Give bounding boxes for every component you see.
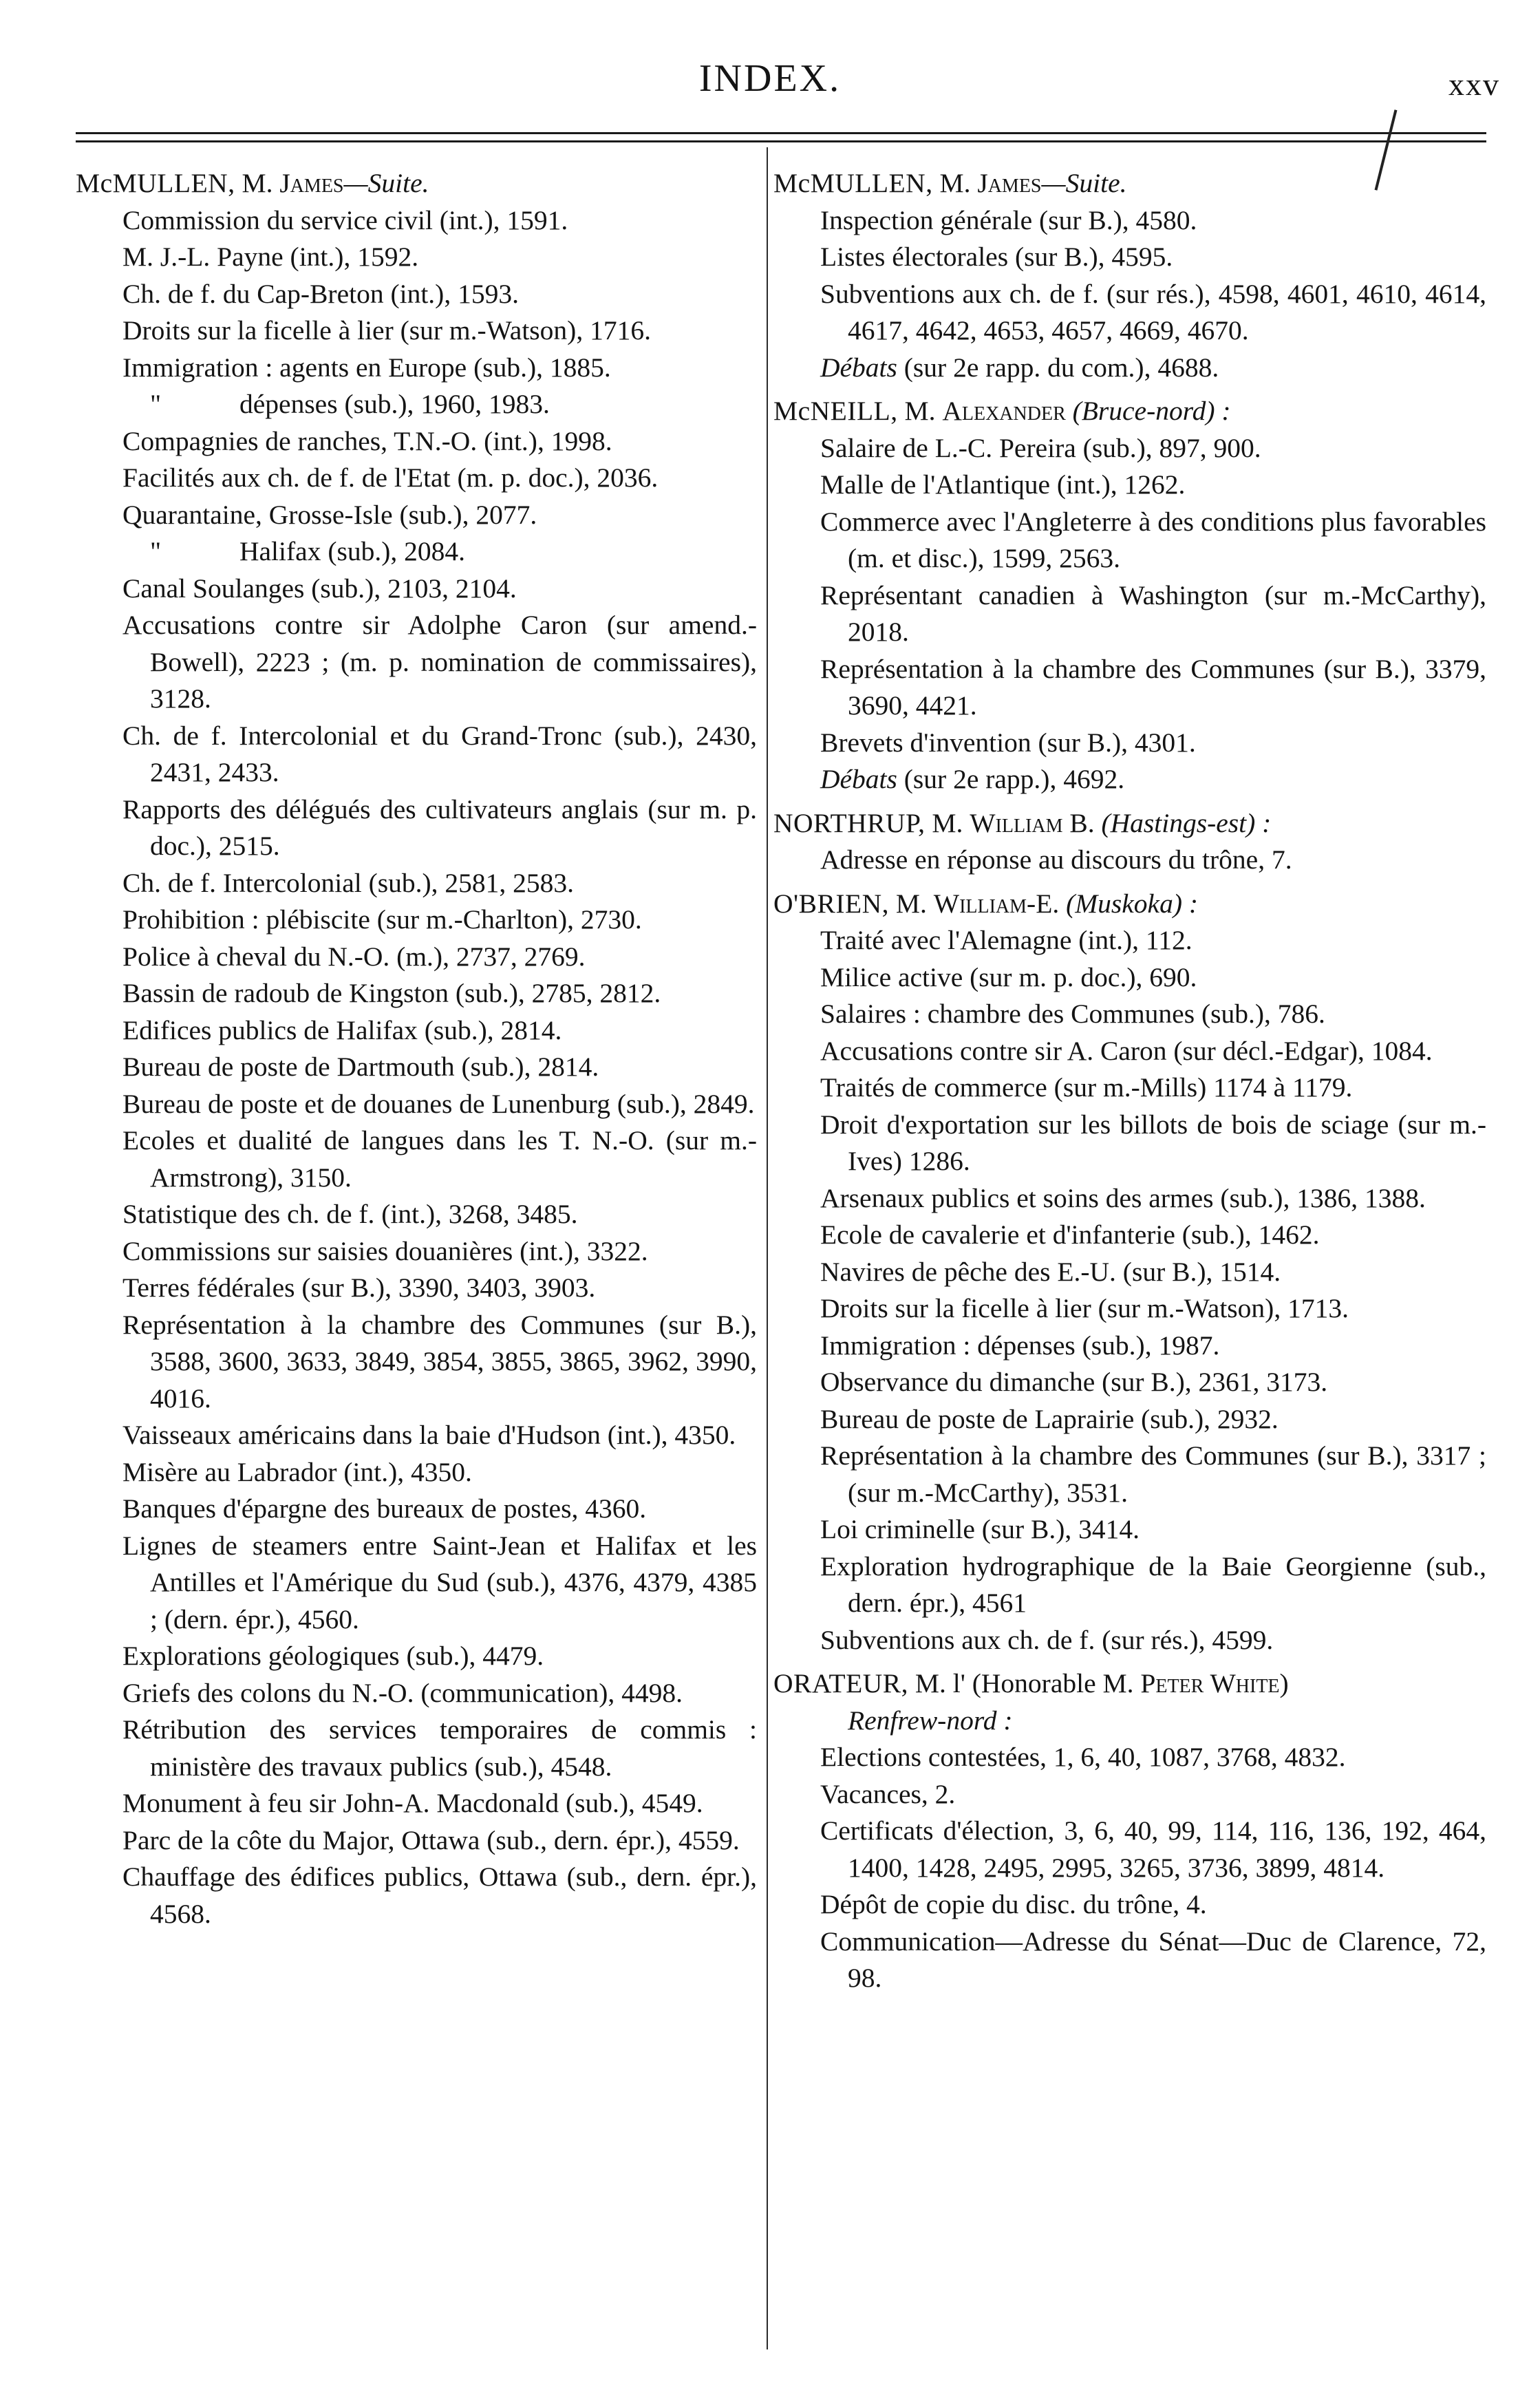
- item-italic-label: Débats: [820, 352, 897, 383]
- ditto-text: dépenses (sub.), 1960, 1983.: [239, 389, 550, 419]
- ditto-text: Halifax (sub.), 2084.: [239, 536, 465, 566]
- index-item: Terres fédérales (sur B.), 3390, 3403, 3903.: [122, 1272, 596, 1303]
- item-italic-label: Débats: [820, 764, 897, 794]
- index-item: Commissions sur saisies douanières (int.), 3322.: [122, 1235, 648, 1266]
- index-item: Banques d'épargne des bureaux de postes, 4360.: [122, 1493, 647, 1524]
- index-item: Commerce avec l'Angleterre à des conditions plus favorables (m. et disc.), 1599, 2563.: [820, 506, 1486, 573]
- index-item: Facilités aux ch. de f. de l'Etat (m. p. doc.), 2036.: [122, 462, 659, 493]
- index-item: Ch. de f. Intercolonial et du Grand-Tronc (sub.), 2430, 2431, 2433.: [122, 720, 757, 787]
- index-item: Vacances, 2.: [820, 1778, 956, 1809]
- entry-surname: ORATEUR,: [773, 1668, 909, 1698]
- index-item: Observance du dimanche (sur B.), 2361, 3173.: [820, 1367, 1328, 1397]
- item-text: (sur 2e rapp. du com.), 4688.: [903, 352, 1219, 383]
- entry-given-name: James: [977, 168, 1042, 198]
- index-item: Ch. de f. du Cap-Breton (int.), 1593.: [122, 278, 519, 309]
- entry-heading: [773, 805, 1486, 842]
- index-item: Commission du service civil (int.), 1591.: [122, 204, 568, 235]
- index-item: Immigration : dépenses (sub.), 1987.: [820, 1330, 1220, 1361]
- ditto-mark: ": [150, 536, 162, 566]
- index-item: Droits sur la ficelle à lier (sur m.-Watson), 1716.: [122, 315, 651, 345]
- column-divider: [767, 147, 768, 2349]
- entry-title: M.: [939, 168, 971, 198]
- index-item: Rapports des délégués des cultivateurs anglais (sur m. p. doc.), 2515.: [122, 793, 757, 861]
- index-item: Griefs des colons du N.-O. (communication), 4498.: [122, 1677, 683, 1708]
- index-item: Certificats d'élection, 3, 6, 40, 99, 114, 116, 136, 192, 464, 1400, 1428, 2495, 2995, 3265, 3736, 3899, 4814.: [820, 1815, 1486, 1883]
- index-item: Quarantaine, Grosse-Isle (sub.), 2077.: [122, 499, 537, 530]
- right-column: [773, 165, 1486, 1997]
- index-item: Ecoles et dualité de langues dans les T. N.-O. (sur m.-Armstrong), 3150.: [122, 1125, 757, 1193]
- entry-given-name: James: [279, 168, 344, 198]
- entry-heading: [773, 1665, 1486, 1703]
- index-item: Droits sur la ficelle à lier (sur m.-Watson), 1713.: [820, 1293, 1349, 1323]
- index-item: Monument à feu sir John-A. Macdonald (sub.), 4549.: [122, 1788, 703, 1818]
- entry-title: M.: [895, 888, 927, 919]
- index-item: Edifices publics de Halifax (sub.), 2814.: [122, 1014, 562, 1045]
- index-item: Subventions aux ch. de f. (sur rés.), 4598, 4601, 4610, 4614, 4617, 4642, 4653, 4657, 4669, 4670.: [820, 278, 1486, 345]
- header-rule-bottom: [76, 140, 1486, 142]
- left-column: [76, 165, 757, 1932]
- index-item: Dépôt de copie du disc. du trône, 4.: [820, 1889, 1207, 1919]
- index-item: Malle de l'Atlantique (int.), 1262.: [820, 469, 1186, 500]
- entry-riding-line: [773, 1703, 1486, 1740]
- index-item: Milice active (sur m. p. doc.), 690.: [820, 961, 1197, 992]
- entry-surname: McMULLEN,: [76, 168, 235, 198]
- entry-title: M.: [242, 168, 273, 198]
- index-item: Bureau de poste et de douanes de Lunenburg (sub.), 2849.: [122, 1088, 755, 1119]
- index-item: Représentation à la chambre des Communes (sur B.), 3588, 3600, 3633, 3849, 3854, 3855, 3865, 3962, 3990, 4016.: [122, 1309, 757, 1414]
- index-item: Ch. de f. Intercolonial (sub.), 2581, 2583.: [122, 867, 575, 898]
- entry-given-name: William B.: [970, 807, 1095, 838]
- index-item: Listes électorales (sur B.), 4595.: [820, 242, 1173, 272]
- index-item: Accusations contre sir Adolphe Caron (sur amend.-Bowell), 2223 ; (m. p. nomination de commissaires), 3128.: [122, 610, 757, 714]
- index-item: Statistique des ch. de f. (int.), 3268, 3485.: [122, 1199, 578, 1229]
- ditto-mark: ": [150, 389, 162, 419]
- index-item: Subventions aux ch. de f. (sur rés.), 4599.: [820, 1624, 1274, 1655]
- index-item: Salaires : chambre des Communes (sub.), 786.: [820, 999, 1325, 1029]
- index-item: Droit d'exportation sur les billots de bois de sciage (sur m.-Ives) 1286.: [820, 1109, 1486, 1176]
- entry-title: M.: [932, 807, 963, 838]
- index-item: [773, 761, 1486, 798]
- index-item: Police à cheval du N.-O. (m.), 2737, 2769.: [122, 941, 586, 972]
- index-item: Représentation à la chambre des Communes (sur B.), 3317 ; (sur m.-McCarthy), 3531.: [820, 1440, 1486, 1508]
- index-item: Brevets d'invention (sur B.), 4301.: [820, 727, 1196, 758]
- index-item: Traité avec l'Alemagne (int.), 112.: [820, 925, 1193, 955]
- entry-suffix: —Suite.: [343, 168, 429, 198]
- entry-heading: [76, 165, 757, 202]
- index-item: Parc de la côte du Major, Ottawa (sub., dern. épr.), 4559.: [122, 1824, 740, 1855]
- index-item: Loi criminelle (sur B.), 3414.: [820, 1514, 1140, 1544]
- index-item: Accusations contre sir A. Caron (sur décl.-Edgar), 1084.: [820, 1035, 1433, 1066]
- index-item: Bassin de radoub de Kingston (sub.), 2785, 2812.: [122, 978, 661, 1008]
- entry-title: M. l': [915, 1668, 965, 1698]
- index-item: Elections contestées, 1, 6, 40, 1087, 3768, 4832.: [820, 1742, 1346, 1772]
- index-item: M. J.-L. Payne (int.), 1592.: [122, 242, 419, 272]
- page-number: xxv: [1448, 67, 1500, 102]
- index-item: Exploration hydrographique de la Baie Georgienne (sub., dern. épr.), 4561: [820, 1550, 1486, 1618]
- index-item: Navires de pêche des E.-U. (sur B.), 1514.: [820, 1256, 1281, 1287]
- index-item: Compagnies de ranches, T.N.-O. (int.), 1998.: [122, 425, 612, 456]
- entry-given-name: Alexander: [942, 396, 1066, 426]
- index-item: Chauffage des édifices publics, Ottawa (sub., dern. épr.), 4568.: [122, 1862, 757, 1929]
- item-text: (sur 2e rapp.), 4692.: [903, 764, 1125, 794]
- index-item-ditto: [76, 386, 757, 423]
- entry-riding: (Hastings-est) :: [1101, 807, 1272, 838]
- entry-surname: McMULLEN,: [773, 168, 933, 198]
- entry-riding: (Muskoka) :: [1066, 888, 1199, 919]
- entry-heading: [773, 393, 1486, 430]
- index-item: Misère au Labrador (int.), 4350.: [122, 1456, 472, 1487]
- index-item: Canal Soulanges (sub.), 2103, 2104.: [122, 573, 517, 604]
- index-item: [773, 350, 1486, 387]
- index-item: Rétribution des services temporaires de commis : ministère des travaux publics (sub.), 4548.: [122, 1714, 757, 1782]
- index-item: Représentation à la chambre des Communes (sur B.), 3379, 3690, 4421.: [820, 653, 1486, 721]
- header-rule-top: [76, 132, 1486, 134]
- index-item: Arsenaux publics et soins des armes (sub.), 1386, 1388.: [820, 1182, 1426, 1213]
- index-item: Bureau de poste de Laprairie (sub.), 2932.: [820, 1403, 1279, 1434]
- index-item: Explorations géologiques (sub.), 4479.: [122, 1641, 544, 1671]
- index-item: Inspection générale (sur B.), 4580.: [820, 204, 1197, 235]
- entry-given-name: William-E.: [933, 888, 1060, 919]
- index-item: Lignes de steamers entre Saint-Jean et Halifax et les Antilles et l'Amérique du Sud (sub.), 4376, 4379, 4385 ; (dern. épr.), 4560.: [122, 1530, 757, 1634]
- index-item: Prohibition : plébiscite (sur m.-Charlton), 2730.: [122, 904, 642, 935]
- page-header: [0, 0, 1540, 138]
- entry-riding: Renfrew-nord :: [848, 1705, 1013, 1736]
- entry-heading: [773, 165, 1486, 202]
- entry-suffix: —Suite.: [1041, 168, 1127, 198]
- entry-given-name: Peter White): [1140, 1668, 1289, 1698]
- entry-surname: NORTHRUP,: [773, 807, 926, 838]
- index-item: Communication—Adresse du Sénat—Duc de Clarence, 72, 98.: [820, 1926, 1486, 1993]
- index-item-ditto: [76, 533, 757, 571]
- page-title: INDEX.: [698, 57, 842, 100]
- index-item: Bureau de poste de Dartmouth (sub.), 2814.: [122, 1052, 599, 1082]
- index-item: Vaisseaux américains dans la baie d'Hudson (int.), 4350.: [122, 1420, 736, 1450]
- index-item: Salaire de L.-C. Pereira (sub.), 897, 900.: [820, 432, 1261, 463]
- entry-honorific: (Honorable M.: [972, 1668, 1134, 1698]
- index-item: Traités de commerce (sur m.-Mills) 1174 à 1179.: [820, 1072, 1353, 1102]
- index-item: Immigration : agents en Europe (sub.), 1885.: [122, 352, 611, 383]
- entry-title: M.: [904, 396, 936, 426]
- entry-heading: [773, 886, 1486, 923]
- index-item: Représentant canadien à Washington (sur m.-McCarthy), 2018.: [820, 579, 1486, 647]
- entry-surname: O'BRIEN,: [773, 888, 890, 919]
- entry-surname: McNEILL,: [773, 396, 898, 426]
- index-item: Ecole de cavalerie et d'infanterie (sub.), 1462.: [820, 1219, 1320, 1250]
- entry-riding: (Bruce-nord) :: [1072, 396, 1231, 426]
- index-item: Adresse en réponse au discours du trône, 7.: [820, 844, 1292, 875]
